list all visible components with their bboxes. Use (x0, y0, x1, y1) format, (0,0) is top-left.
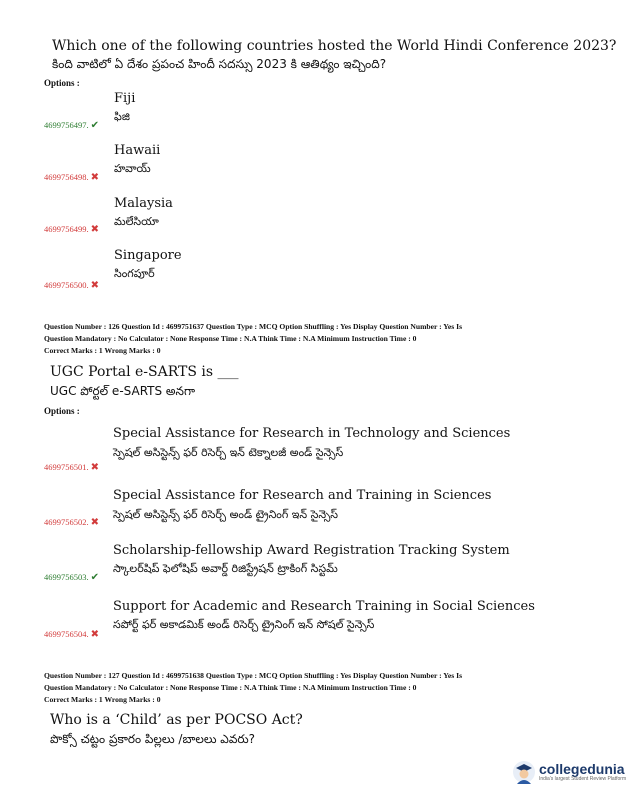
question-marks: Correct Marks : 1 Wrong Marks : 0 (44, 695, 161, 704)
brand-name: collegedunia (539, 761, 625, 777)
question-text-te: కింది వాటిలో ఏ దేశం ప్రపంచ హిందీ సదస్సు 2023 కి ఆతిథ్యం ఇచ్చింది? (52, 57, 387, 71)
option-text-te: స్కాలర్‌షిప్ ఫెలోషిప్ అవార్డ్ రిజిస్ట్రేషన్ ట్రాకింగ్ సిస్టమ్ (113, 562, 338, 575)
option-text-en: Scholarship-fellowship Award Registration Tracking System (113, 543, 510, 558)
correct-check-icon: ✔ (90, 572, 100, 583)
wrong-cross-icon: ✖ (90, 629, 100, 640)
question-text-te: UGC పోర్టల్ e-SARTS అనగా (50, 384, 195, 398)
option-id: 4699756502. ✖ (44, 517, 100, 528)
option-text-en: Special Assistance for Research in Technology and Sciences (113, 426, 511, 441)
option-id: 4699756504. ✖ (44, 629, 100, 640)
wrong-cross-icon: ✖ (90, 172, 100, 183)
option-id: 4699756501. ✖ (44, 462, 100, 473)
question-text-te: పొక్సో చట్టం ప్రకారం పిల్లలు /బాలలు ఎవరు? (50, 732, 255, 746)
brand-tagline: India's largest Student Review Platform (539, 776, 626, 782)
question-meta-line: Question Mandatory : No Calculator : None Response Time : N.A Think Time : N.A Minimum Instruction Time : 0 (44, 334, 417, 343)
option-id: 4699756497. ✔ (44, 120, 100, 131)
question-text-en: UGC Portal e-SARTS is ___ (50, 364, 239, 380)
wrong-cross-icon: ✖ (90, 280, 100, 291)
option-text-en: Singapore (114, 248, 182, 263)
wrong-cross-icon: ✖ (90, 462, 100, 473)
option-text-en: Hawaii (114, 143, 161, 158)
option-id: 4699756503. ✔ (44, 572, 100, 583)
option-id: 4699756500. ✖ (44, 280, 100, 291)
option-id: 4699756498. ✖ (44, 172, 100, 183)
wrong-cross-icon: ✖ (90, 517, 100, 528)
question-meta-line: Question Mandatory : No Calculator : None Response Time : N.A Think Time : N.A Minimum Instruction Time : 0 (44, 683, 417, 692)
option-text-te: హవాయ్ (114, 162, 151, 175)
option-text-te: సింగపూర్ (114, 267, 155, 280)
option-text-te: ఫిజి (114, 110, 130, 123)
option-text-te: స్పెషల్ అసిస్టెన్స్ ఫర్ రిసెర్చ్ అండ్ ట్రైనింగ్ ఇన్ సైన్సెస్ (113, 508, 339, 521)
option-text-en: Special Assistance for Research and Training in Sciences (113, 488, 492, 503)
question-text-en: Which one of the following countries hosted the World Hindi Conference 2023? (52, 38, 617, 54)
option-text-te: స్పెషల్ అసిస్టెన్స్ ఫర్ రిసెర్చ్ ఇన్ టెక్నాలజీ అండ్ సైన్సెస్ (113, 446, 344, 459)
options-label: Options : (44, 406, 80, 416)
brand-logo (512, 760, 626, 784)
question-meta-line: Question Number : 126 Question Id : 4699751637 Question Type : MCQ Option Shuffling : Yes Display Question Number : Yes Is (44, 322, 463, 331)
option-id: 4699756499. ✖ (44, 224, 100, 235)
options-label: Options : (44, 78, 80, 88)
option-text-te: మలేసియా (114, 215, 159, 228)
question-text-en: Who is a ‘Child’ as per POCSO Act? (50, 712, 303, 728)
option-text-en: Fiji (114, 91, 136, 106)
student-avatar-icon (512, 760, 536, 784)
option-text-en: Malaysia (114, 196, 173, 211)
option-text-te: సపోర్ట్ ఫర్ అకాడమిక్ అండ్ రిసెర్చ్ ట్రైనింగ్ ఇన్ సోషల్ సైన్సెస్ (113, 618, 375, 631)
question-meta-line: Question Number : 127 Question Id : 4699751638 Question Type : MCQ Option Shuffling : Yes Display Question Number : Yes Is (44, 671, 463, 680)
correct-check-icon: ✔ (90, 120, 100, 131)
question-marks: Correct Marks : 1 Wrong Marks : 0 (44, 346, 161, 355)
option-text-en: Support for Academic and Research Training in Social Sciences (113, 599, 535, 614)
wrong-cross-icon: ✖ (90, 224, 100, 235)
